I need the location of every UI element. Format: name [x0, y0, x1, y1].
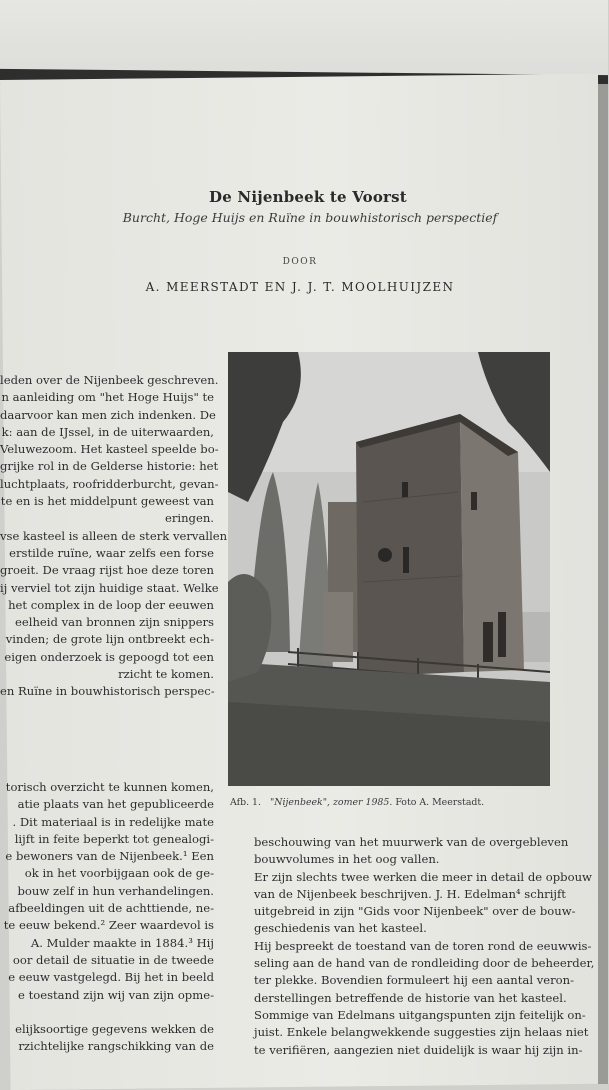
text-line: e toestand zijn wij van zijn opme- [18, 987, 214, 1002]
text-line: afbeeldingen uit de achttiende, ne- [8, 901, 214, 916]
text-line: oor detail de situatie in de tweede [12, 952, 214, 967]
text-line: eelheid van bronnen zijn snippers [15, 615, 214, 630]
text-line: daarvoor kan men zich indenken. De [0, 407, 216, 422]
page-shadow-strip [598, 84, 608, 1084]
text-line: vse kasteel is alleen de sterk vervallen [0, 528, 228, 543]
text-line: beschouwing van het muurwerk van de overgebleven [254, 835, 569, 849]
figure-number: Afb. 1. [230, 797, 261, 808]
text-line: atie plaats van het gepubliceerde [17, 797, 214, 812]
left-column-bottom [0, 779, 214, 1056]
text-line: vinden; de grote lijn ontbreekt ech- [5, 632, 214, 647]
text-line: Er zijn slechts twee werken die meer in detail de opbouw [254, 869, 592, 884]
article-subtitle: Burcht, Hoge Huijs en Ruïne in bouwhistorisch perspectief [122, 210, 498, 225]
article-authors: A. MEERSTADT EN J. J. T. MOOLHUIJZEN [145, 280, 455, 294]
text-line: juist. Enkele belangwekkende suggesties zijn helaas niet [254, 1025, 589, 1040]
text-line: te eeuw bekend.² Zeer waardevol is [3, 918, 214, 933]
text-line: e bewoners van de Nijenbeek.¹ Een [5, 849, 214, 864]
text-line: rzicht te komen. [118, 667, 214, 682]
text-line: rzichtelijke rangschikking van de [18, 1039, 214, 1054]
left-column-top [0, 372, 228, 701]
text-line: derstellingen betreffende de historie van het kasteel. [254, 990, 567, 1005]
text-line: A. Mulder maakte in 1884.³ Hij [30, 935, 214, 950]
right-column [254, 834, 595, 1059]
text-line: e eeuw vastgelegd. Bij het in beeld [8, 970, 214, 985]
text-line [0, 1004, 214, 1021]
text-line: seling aan de hand van de rondleiding door de beheerder, [254, 956, 595, 971]
text-line: leden over de Nijenbeek geschreven. [0, 373, 219, 387]
castle-photo [228, 352, 550, 786]
text-line: en Ruïne in bouwhistorisch perspec- [0, 684, 215, 699]
figure-title: "Nijenbeek", zomer 1985. [269, 797, 393, 808]
text-line: . Dit materiaal is in redelijke mate [12, 814, 214, 829]
text-line: groeit. De vraag rijst hoe deze toren [0, 563, 214, 578]
text-line: geschiedenis van het kasteel. [254, 921, 427, 936]
text-line: te en is het middelpunt geweest van [0, 494, 214, 509]
text-line: lijft in feite beperkt tot genealogi- [14, 831, 214, 846]
text-line: n aanleiding om "het Hoge Huijs" te [1, 390, 214, 405]
figure-caption [230, 797, 560, 808]
article-title: De Nijenbeek te Voorst [209, 188, 407, 206]
text-line: luchtplaats, roofridderburcht, gevan- [0, 476, 219, 491]
text-line: het complex in de loop der eeuwen [8, 597, 214, 612]
text-line: bouw zelf in hun verhandelingen. [17, 883, 214, 898]
text-line: eringen. [164, 511, 214, 526]
text-line: elijksoortige gegevens wekken de [15, 1022, 214, 1037]
figure-credit: Foto A. Meerstadt. [395, 797, 485, 808]
text-line: te verifiëren, aangezien niet duidelijk is waar hij zijn in- [254, 1042, 583, 1057]
text-line: grijke rol in de Gelderse historie: het [0, 459, 219, 474]
text-line: bouwvolumes in het oog vallen. [254, 852, 440, 867]
text-line: uitgebreid in zijn "Gids voor Nijenbeek" over de bouw- [254, 904, 576, 919]
text-line: ter plekke. Bovendien formuleert hij een aantal veron- [254, 973, 575, 988]
text-line: Veluwezoom. Het kasteel speelde bo- [0, 442, 219, 457]
text-line: van de Nijenbeek beschrijven. J. H. Edelman⁴ schrijft [254, 886, 566, 901]
text-line: erstilde ruïne, waar zelfs een forse [9, 545, 214, 560]
text-line: Hij bespreekt de toestand van de toren rond de eeuwwis- [254, 938, 592, 953]
text-line: ij verviel tot zijn huidige staat. Welke [0, 580, 219, 595]
byline-door: DOOR [282, 257, 318, 267]
text-line: Sommige van Edelmans uitgangspunten zijn feitelijk on- [254, 1007, 586, 1022]
text-line: torisch overzicht te kunnen komen, [5, 780, 214, 794]
text-line: ok in het voorbijgaan ook de ge- [24, 866, 214, 881]
text-line: k: aan de IJssel, in de uiterwaarden, [1, 424, 214, 439]
text-line: eigen onderzoek is gepoogd tot een [4, 649, 214, 664]
